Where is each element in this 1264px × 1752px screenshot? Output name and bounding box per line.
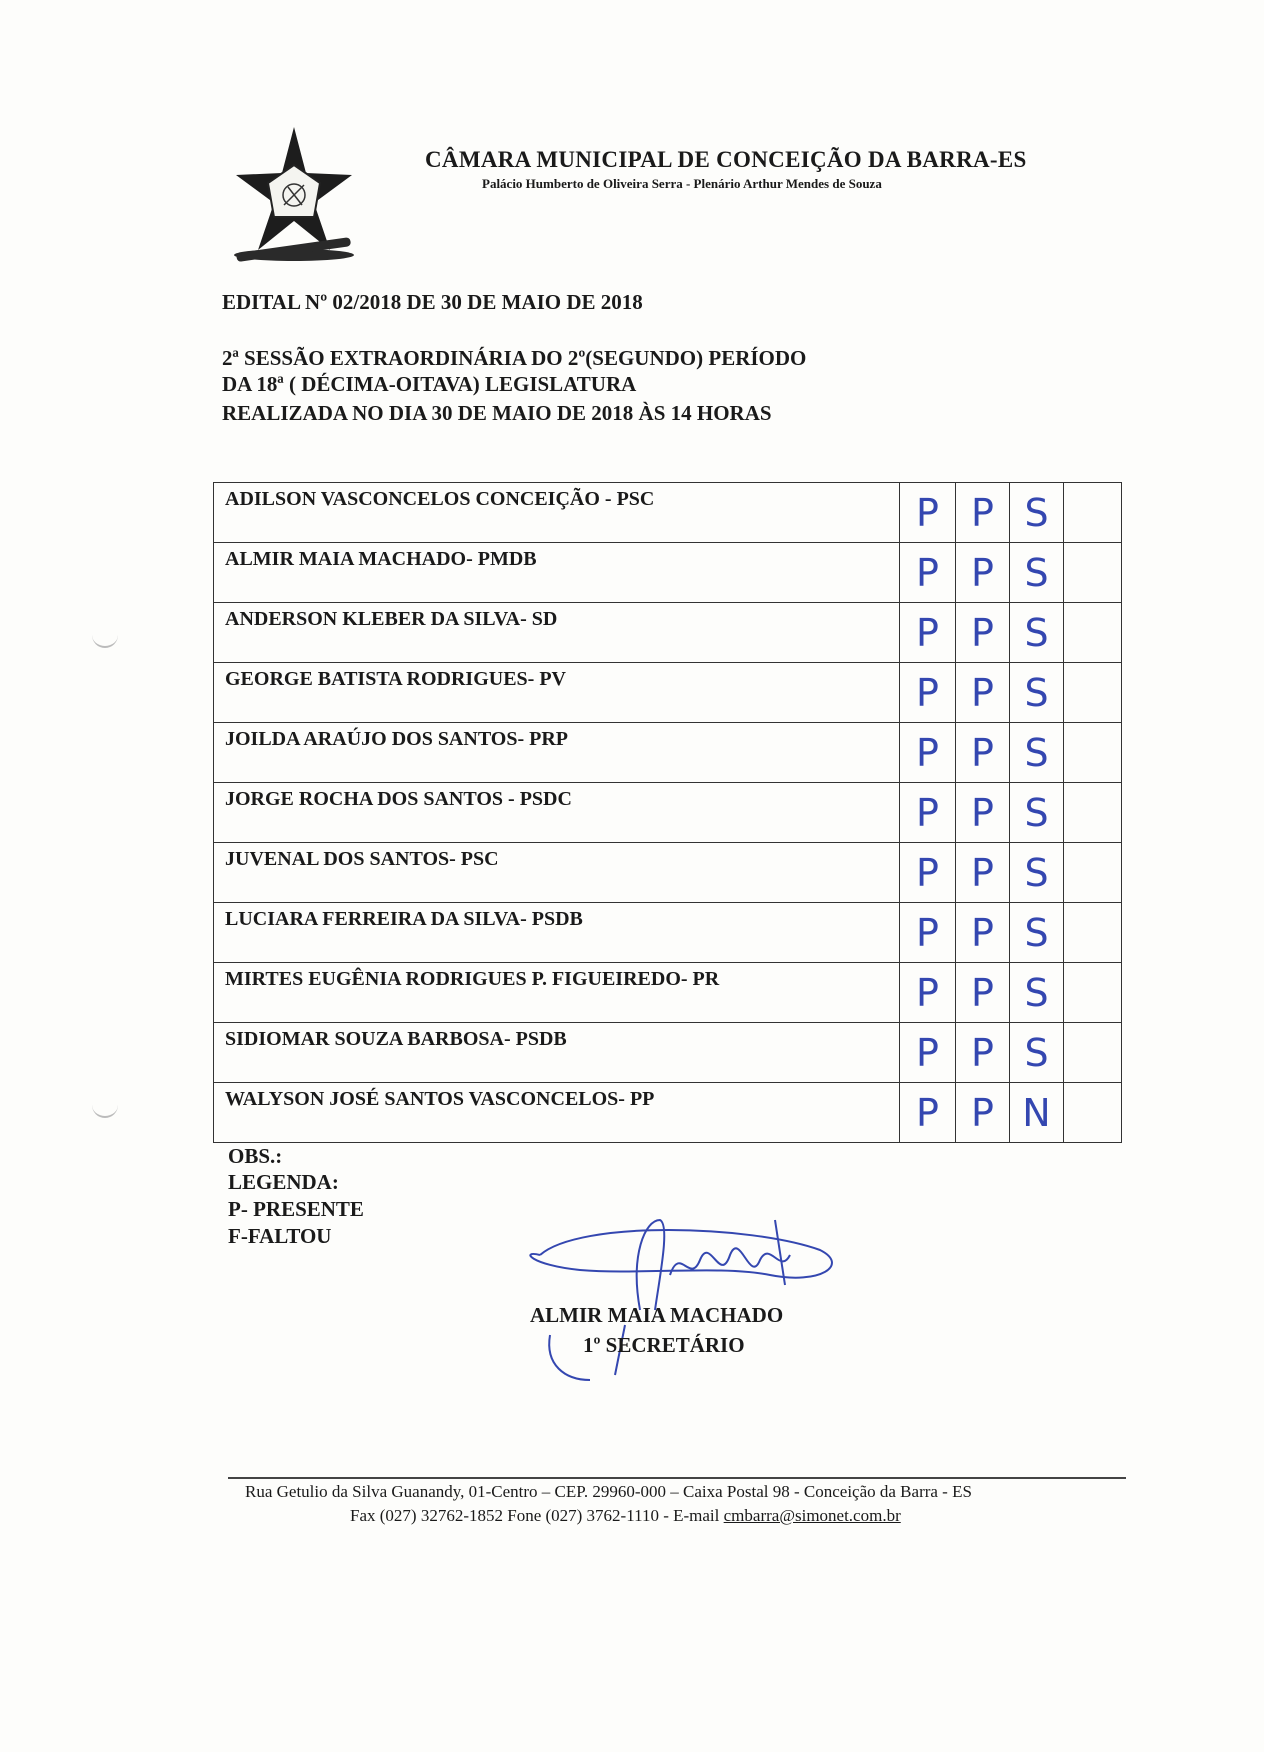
attendance-mark: P	[956, 543, 1010, 603]
attendance-mark: S	[1010, 603, 1064, 663]
session-line-2: DA 18ª ( DÉCIMA-OITAVA) LEGISLATURA	[222, 372, 637, 396]
councilor-name: ANDERSON KLEBER DA SILVA- SD	[214, 603, 900, 663]
attendance-mark: P	[900, 723, 956, 783]
attendance-mark: S	[1010, 843, 1064, 903]
footer-phone: Fax (027) 32762-1852 Fone (027) 3762-1110 - E-mail	[350, 1506, 724, 1525]
table-row	[214, 543, 1122, 603]
attendance-mark	[1064, 603, 1122, 663]
attendance-mark: S	[1010, 1023, 1064, 1083]
attendance-mark: P	[956, 1083, 1010, 1143]
councilor-name: JUVENAL DOS SANTOS- PSC	[214, 843, 900, 903]
attendance-mark	[1064, 543, 1122, 603]
legend-title: LEGENDA:	[228, 1170, 339, 1194]
attendance-mark: P	[900, 603, 956, 663]
attendance-mark	[1064, 1083, 1122, 1143]
crest-logo	[222, 125, 362, 270]
councilor-name: ADILSON VASCONCELOS CONCEIÇÃO - PSC	[214, 483, 900, 543]
signer-role: 1º SECRETÁRIO	[583, 1333, 745, 1357]
attendance-mark: P	[900, 843, 956, 903]
attendance-mark	[1064, 723, 1122, 783]
session-line-3: REALIZADA NO DIA 30 DE MAIO DE 2018 ÀS 14 HORAS	[222, 401, 772, 425]
councilor-name: WALYSON JOSÉ SANTOS VASCONCELOS- PP	[214, 1083, 900, 1143]
table-row	[214, 1023, 1122, 1083]
attendance-mark: P	[900, 1083, 956, 1143]
footer-contact	[350, 1506, 901, 1526]
table-row	[214, 603, 1122, 663]
attendance-mark: S	[1010, 963, 1064, 1023]
table-row	[214, 1083, 1122, 1143]
signer-name: ALMIR MAIA MACHADO	[530, 1303, 784, 1327]
councilor-name: MIRTES EUGÊNIA RODRIGUES P. FIGUEIREDO- PR	[214, 963, 900, 1023]
attendance-table	[213, 482, 1122, 1143]
attendance-mark: P	[900, 543, 956, 603]
attendance-mark: P	[956, 723, 1010, 783]
councilor-name: JOILDA ARAÚJO DOS SANTOS- PRP	[214, 723, 900, 783]
edital-title: EDITAL Nº 02/2018 DE 30 DE MAIO DE 2018	[222, 290, 643, 314]
table-row	[214, 663, 1122, 723]
footer-address: Rua Getulio da Silva Guanandy, 01-Centro – CEP. 29960-000 – Caixa Postal 98 - Conceição da Barra - ES	[245, 1482, 972, 1501]
attendance-mark	[1064, 843, 1122, 903]
table-row	[214, 723, 1122, 783]
obs-label: OBS.:	[228, 1144, 283, 1168]
org-name: CÂMARA MUNICIPAL DE CONCEIÇÃO DA BARRA-ES	[425, 147, 1027, 172]
attendance-mark	[1064, 783, 1122, 843]
attendance-mark: P	[900, 903, 956, 963]
table-row	[214, 963, 1122, 1023]
attendance-mark: S	[1010, 663, 1064, 723]
attendance-mark: S	[1010, 783, 1064, 843]
attendance-mark: P	[900, 1023, 956, 1083]
councilor-name: JORGE ROCHA DOS SANTOS - PSDC	[214, 783, 900, 843]
attendance-mark: S	[1010, 903, 1064, 963]
legend-present: P- PRESENTE	[228, 1197, 364, 1221]
attendance-mark	[1064, 1023, 1122, 1083]
attendance-mark: S	[1010, 723, 1064, 783]
attendance-mark: P	[956, 963, 1010, 1023]
attendance-mark: P	[956, 1023, 1010, 1083]
footer-email-link[interactable]: cmbarra@simonet.com.br	[723, 1506, 901, 1525]
attendance-mark: P	[956, 663, 1010, 723]
attendance-mark: P	[900, 663, 956, 723]
attendance-mark: N	[1010, 1083, 1064, 1143]
attendance-mark: P	[900, 963, 956, 1023]
attendance-mark: P	[900, 483, 956, 543]
councilor-name: SIDIOMAR SOUZA BARBOSA- PSDB	[214, 1023, 900, 1083]
punch-mark	[92, 632, 118, 648]
session-line-1: 2ª SESSÃO EXTRAORDINÁRIA DO 2º(SEGUNDO) PERÍODO	[222, 346, 807, 370]
attendance-mark: S	[1010, 543, 1064, 603]
table-row	[214, 783, 1122, 843]
attendance-mark	[1064, 903, 1122, 963]
footer-divider	[228, 1477, 1126, 1479]
handwritten-signature	[520, 1215, 850, 1385]
punch-mark	[92, 1102, 118, 1118]
table-row	[214, 903, 1122, 963]
legend-absent: F-FALTOU	[228, 1224, 332, 1248]
attendance-mark	[1064, 483, 1122, 543]
attendance-mark: P	[956, 483, 1010, 543]
councilor-name: ALMIR MAIA MACHADO- PMDB	[214, 543, 900, 603]
attendance-mark	[1064, 663, 1122, 723]
attendance-mark: P	[900, 783, 956, 843]
table-row	[214, 843, 1122, 903]
attendance-mark: P	[956, 843, 1010, 903]
attendance-mark: P	[956, 603, 1010, 663]
attendance-mark: P	[956, 903, 1010, 963]
councilor-name: LUCIARA FERREIRA DA SILVA- PSDB	[214, 903, 900, 963]
table-row	[214, 483, 1122, 543]
org-subtitle: Palácio Humberto de Oliveira Serra - Plenário Arthur Mendes de Souza	[482, 176, 882, 191]
councilor-name: GEORGE BATISTA RODRIGUES- PV	[214, 663, 900, 723]
attendance-mark: S	[1010, 483, 1064, 543]
attendance-mark: P	[956, 783, 1010, 843]
attendance-mark	[1064, 963, 1122, 1023]
